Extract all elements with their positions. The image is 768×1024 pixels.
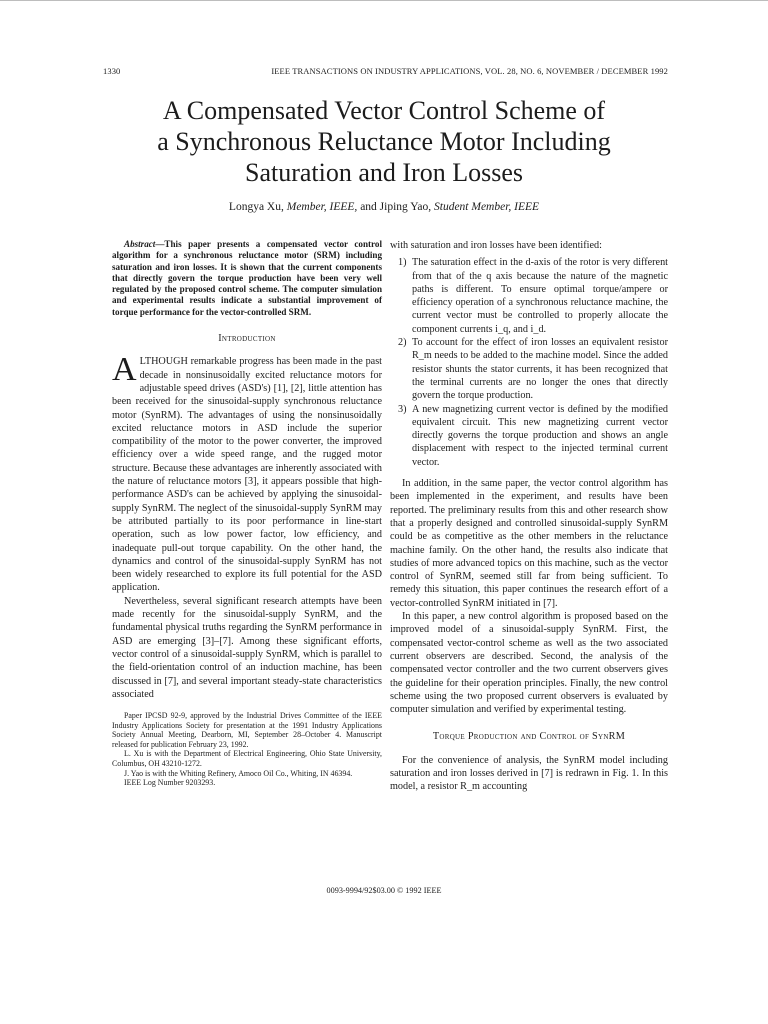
list-intro: with saturation and iron losses have been identified:: [390, 240, 602, 251]
page-number: 1330: [103, 66, 121, 76]
author-affiliation: Student Member, IEEE: [434, 201, 540, 213]
footnote: J. Yao is with the Whiting Refinery, Amoco Oil Co., Whiting, IN 46394.: [124, 768, 353, 778]
list-item-text: The saturation effect in the d-axis of the rotor is very different from that of the q axis because the nature of the magnetic paths is different. To ensure optimal torque/ampere or efficiency operation of a synchronous reluctance machine, the current vector must be controlled to properly allocate the component currents i_q, and i_d.: [412, 257, 668, 335]
paper-title: [70, 95, 698, 188]
author-affiliation: Member, IEEE,: [286, 201, 358, 213]
title-line: Saturation and Iron Losses: [244, 158, 523, 187]
section-heading-torque-production: Torque Production and Control of SynRM: [432, 731, 626, 743]
journal-header: IEEE TRANSACTIONS ON INDUSTRY APPLICATIONS, VOL. 28, NO. 6, NOVEMBER / DECEMBER 1992: [271, 66, 668, 76]
list-item-text: A new magnetizing current vector is defined by the modified equivalent circuit. This new magnetizing current vector directly governs the torque production and shows an angle displacement with respect to the injected terminal current vector.: [412, 403, 668, 468]
footnote: IEEE Log Number 9203293.: [124, 778, 216, 788]
drop-cap: A: [112, 351, 137, 389]
body-paragraph: For the convenience of analysis, the SynRM model including saturation and iron losses derived in [7] is redrawn in Fig. 1. In this model, a resistor R_m accounting: [390, 754, 668, 793]
footnote: Paper IPCSD 92-9, approved by the Industrial Drives Committee of the IEEE Industry Applications Society for presentation at the 1991 Industry Applications Society Annual Meeting, Dearborn, MI, September 28–October 4. Manuscript released for publication February 23, 1992.: [112, 711, 382, 749]
body-paragraph: In this paper, a new control algorithm is proposed based on the improved model of a sinusoidal-supply SynRM. First, the compensated vector-control scheme as well as the two associated current observers are described. Second, the analysis of the compensated vector controller and the two current observers gives the guideline for their operation principles. Finally, the new control scheme using the two proposed current observers is evaluated by computer simulation and verified by experimental testing.: [390, 611, 668, 716]
abstract-text: —This paper presents a compensated vector control algorithm for a synchronous reluctance motor (SRM) including saturation and iron losses. It is shown that the current components that directly govern the torque production have been very well regulated by the proposed control scheme. The computer simulation and experimental results indicate a substantial improvement of torque performance for the vector-controlled SRM.: [112, 239, 382, 317]
section-heading-introduction: Introduction: [218, 333, 276, 345]
intro-paragraph-text: LTHOUGH remarkable progress has been made in the past decade in nonsinusoidally excited reluctance motors for adjustable speed drives (ASD's) [1], [2], little attention has been received for the sinusoidal-supply synchronous reluctance motor (SynRM). The advantages of using the nonsinusoidally excited reluctance motors in ASD include the superior compatibility of the motor to the power converter, the improved efficiency over a wide speed range, and the rugged motor structure. Because these advantages are inherently associated with the nature of reluctance motors [3], it appears possible that high-performance ASD's can be achieved by applying the sinusoidal-supply SynRM. The neglect of the sinusoidal-supply SynRM may be attributed partially to its poor performance in line-start operation, such as low power factor, low efficiency, and inadequate pull-out torque capability. On the other hand, the dynamics and control of the sinusoidal-supply SynRM has not been widely researched to explore its full potential for the ASD application.: [112, 356, 382, 594]
numbered-list: [390, 256, 668, 469]
title-line: A Compensated Vector Control Scheme of: [162, 96, 606, 125]
right-column: [390, 239, 668, 794]
author-name: and Jiping Yao,: [360, 201, 432, 213]
list-number: 1): [398, 257, 407, 269]
title-line: a Synchronous Reluctance Motor Including: [157, 127, 611, 156]
body-paragraph: In addition, in the same paper, the vector control algorithm has been implemented in the experiment, and results have been reported. The preliminary results from this and other research show that a properly designed and controlled sinusoidal-supply SynRM could be as competitive as the other members in the reluctance machine family. On the other hand, the results also indicate that studies of more advanced topics on this machine, such as the vector control of SynRM, seemed still far from being sufficient. To remedy this situation, this paper continues the research effort of a vector-controlled SynRM initiated in [7].: [390, 478, 668, 609]
copyright-footer: 0093-9994/92$03.00 © 1992 IEEE: [326, 886, 442, 895]
list-item: [390, 336, 668, 402]
footnote: L. Xu is with the Department of Electrical Engineering, Ohio State University, Columbus, OH 43210-1272.: [112, 749, 382, 769]
list-item: [390, 256, 668, 336]
footnotes: [112, 711, 382, 788]
list-number: 3): [398, 403, 407, 415]
author-line: [100, 201, 668, 213]
list-number: 2): [398, 337, 407, 349]
intro-paragraph: [112, 351, 382, 594]
page-top-rule: [0, 0, 768, 1]
intro-paragraph: Nevertheless, several significant research attempts have been made recently for the sinusoidal-supply SynRM, and the fundamental physical truths regarding the SynRM performance in ASD are emerging [3]–[7]. Among these significant efforts, vector control of a sinusoidal-supply SynRM, which is parallel to the field-orientation control of an induction machine, has been discussed in [7], and several important steady-state characteristics associated: [112, 595, 382, 700]
left-column: [112, 239, 382, 788]
author-name: Longya Xu,: [228, 201, 284, 213]
list-item: [390, 403, 668, 469]
abstract: [112, 239, 382, 318]
list-item-text: To account for the effect of iron losses an equivalent resistor R_m needs to be added to the machine model. Since the added resistor shunts the stator currents, it has been recognized that the terminal currents are no longer the ones that directly govern the torque production.: [412, 337, 668, 402]
abstract-label: Abstract: [124, 239, 156, 249]
